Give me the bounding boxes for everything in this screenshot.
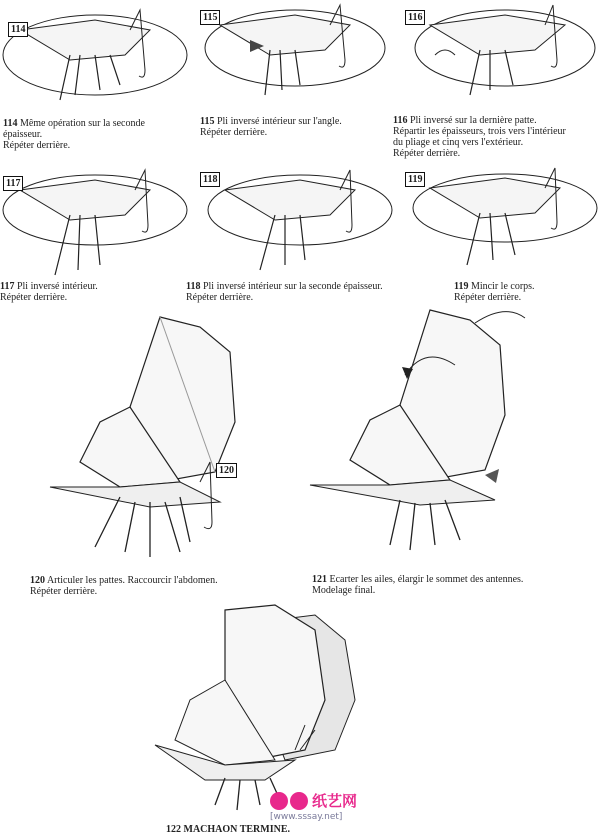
step-120-line-2: Répéter derrière. <box>30 586 98 597</box>
watermark-url: [www.sssay.net] <box>270 812 343 822</box>
step-115-caption <box>200 116 342 138</box>
step-116-drawing <box>405 0 605 105</box>
step-121-drawing <box>310 305 540 550</box>
step-117-number: 117 <box>3 176 23 191</box>
step-122-title: MACHAON TERMINE. <box>183 824 290 835</box>
step-117-drawing <box>0 170 200 280</box>
step-116-number: 116 <box>405 10 425 25</box>
step-119-number: 119 <box>405 172 425 187</box>
step-116-caption-number: 116 <box>393 115 408 126</box>
watermark-text: 纸艺网 <box>312 792 358 810</box>
step-114-line-2: épaisseur. <box>3 129 43 140</box>
step-116-line-3: du pliage et cinq vers l'extérieur. <box>393 137 524 148</box>
step-116-line-2: Répartir les épaisseurs, trois vers l'intérieur <box>393 126 566 137</box>
step-114-caption <box>3 118 145 151</box>
step-119-line-2: Répéter derrière. <box>454 292 522 303</box>
watermark-logo-icon <box>270 792 288 810</box>
step-114-number: 114 <box>8 22 28 37</box>
step-115-drawing <box>200 0 400 105</box>
step-116-line-4: Répéter derrière. <box>393 148 461 159</box>
step-116-line-1: Pli inversé sur la dernière patte. <box>409 115 537 126</box>
step-116-caption <box>393 115 566 159</box>
step-119-caption-number: 119 <box>454 281 469 292</box>
step-118-caption <box>186 281 383 303</box>
step-115-line-1: Pli inversé intérieur sur l'angle. <box>216 116 342 127</box>
step-119-caption <box>454 281 535 303</box>
step-122-caption-number: 122 <box>166 824 181 835</box>
watermark-logo-icon-2 <box>290 792 308 810</box>
step-117-caption-number: 117 <box>0 281 15 292</box>
step-119-line-1: Mincir le corps. <box>470 281 535 292</box>
watermark <box>270 790 357 822</box>
step-118-number: 118 <box>200 172 220 187</box>
step-118-line-2: Répéter derrière. <box>186 292 254 303</box>
step-117-line-1: Pli inversé intérieur. <box>16 281 98 292</box>
step-114-line-3: Répéter derrière. <box>3 140 71 151</box>
step-118-drawing <box>200 170 400 280</box>
step-122-drawing <box>145 600 365 820</box>
step-121-caption-number: 121 <box>312 574 327 585</box>
step-122-caption <box>166 824 290 835</box>
step-115-number: 115 <box>200 10 220 25</box>
step-120-drawing <box>40 312 280 567</box>
step-121-caption <box>312 574 523 596</box>
step-115-caption-number: 115 <box>200 116 215 127</box>
step-121-line-2: Modelage final. <box>312 585 376 596</box>
step-117-line-2: Répéter derrière. <box>0 292 68 303</box>
step-121-line-1: Ecarter les ailes, élargir le sommet des antennes. <box>329 574 524 585</box>
step-118-caption-number: 118 <box>186 281 201 292</box>
step-120-number: 120 <box>216 463 237 478</box>
step-115-line-2: Répéter derrière. <box>200 127 268 138</box>
step-114-caption-number: 114 <box>3 118 18 129</box>
step-120-caption-number: 120 <box>30 575 45 586</box>
step-117-caption <box>0 281 98 303</box>
step-118-line-1: Pli inversé intérieur sur la seconde épaisseur. <box>202 281 383 292</box>
step-120-caption <box>30 575 218 597</box>
step-114-line-1: Même opération sur la seconde <box>19 118 145 129</box>
step-120-line-1: Articuler les pattes. Raccourcir l'abdomen. <box>46 575 218 586</box>
step-114-drawing <box>0 0 200 105</box>
step-119-drawing <box>405 170 605 280</box>
